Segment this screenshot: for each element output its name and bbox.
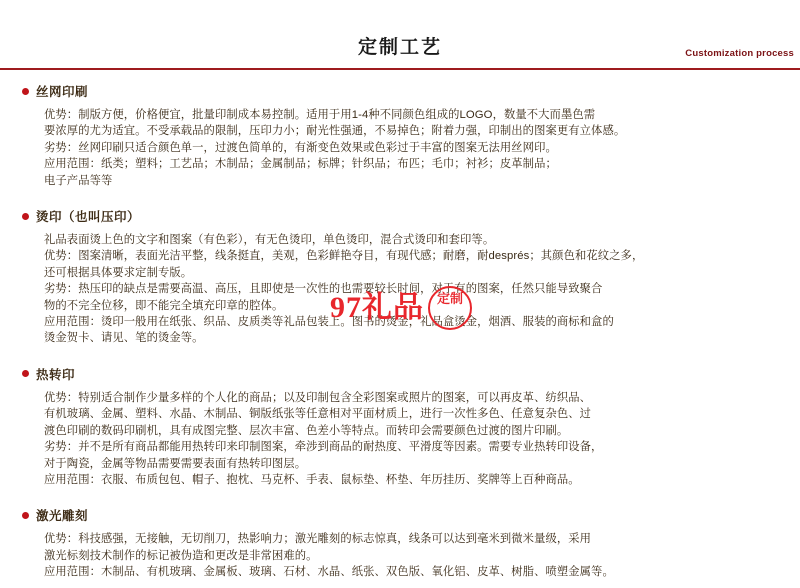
section-lines [22,390,778,488]
text-line: 应用范围：纸类；塑料；工艺品；木制品；金属制品；标牌；针织品；布匹；毛巾；衬衫；皮革制品； [44,158,557,171]
bullet-icon [22,88,29,95]
text-line: 优势：科技感强，无接触，无切削刀，热影响力；激光雕刻的标志惊真，线条可以达到毫米到微米量级，采用 [44,533,592,546]
document-header [0,0,800,72]
text-line: 有机玻璃、金属、塑料、水晶、木制品、铜版纸张等任意相对平面材质上，进行一次性多色、任意复杂色、过 [44,408,592,421]
text-line: 物的不完全位移，即不能完全填充印章的腔体。 [44,299,284,312]
section-title: 烫印（也叫压印） [36,210,141,225]
header-divider [0,68,800,70]
text-line: 还可根据具体要求定制专版。 [44,266,193,279]
text-line: 礼品表面烫上色的文字和图案（有色彩），有无色烫印，单色烫印，混合式烫印和套印等。 [44,234,495,247]
text-line: 渡色印刷的数码印刷机，具有成图完整、层次丰富、色差小等特点。而转印会需要颜色过渡的图片印刷。 [44,424,569,437]
text-line: 优势：特别适合制作少量多样的个人化的商品；以及印制包含全彩图案或照片的图案，可以再皮革、纺织品、 [44,391,592,404]
section-heat-transfer [22,365,778,488]
section-lines [22,232,778,347]
text-line: 劣势：并不是所有商品都能用热转印来印制图案，牵涉到商品的耐热度、平滑度等因素。需要专业热转印设备， [44,441,603,454]
text-line: 对于陶瓷，金属等物品需要需要表面有热转印图层。 [44,457,307,470]
document-body [0,72,800,581]
text-line: 应用范围：木制品、有机玻璃、金属板、玻璃、石材、水晶、纸张、双色版、氧化铝、皮革、树脂、喷塑金属等。 [44,566,614,579]
bullet-icon [22,512,29,519]
page-title: 定制工艺 [357,37,442,58]
text-line: 烫金贺卡、请见、笔的烫金等。 [44,332,204,345]
section-title: 热转印 [36,367,76,382]
page-subtitle: Customization process [685,48,794,59]
watermark-seal-text: 定制 [436,291,463,306]
text-line: 要浓厚的尤为适宜。不受承载品的限制，压印力小；耐光性强通，不易掉色；附着力强，印制出的图案更有立体感。 [44,125,626,138]
bullet-icon [22,370,29,377]
text-line: 劣势：热压印的缺点是需要高温、高压，且即使是一次性的也需要较长时间，对于有的图案，任然只能导致聚合 [44,283,603,296]
text-line: 应用范围：烫印一般用在纸张、织品、皮质类等礼品包装上。图书的烫金，礼品盒烫金，烟酒、服装的商标和盒的 [44,316,614,329]
section-heading [22,207,778,225]
section-title: 丝网印刷 [36,85,89,99]
text-line: 优势：图案清晰，表面光洁平整，线条挺直，美观，色彩鲜艳夺目，有现代感；耐磨，耐després；其颜色和花纹之多， [44,250,644,263]
section-lines [22,107,778,189]
text-line: 应用范围：衣服、布质包包、帽子、抱枕、马克杯、手表、鼠标垫、杯垫、年历挂历、奖牌等上百种商品。 [44,473,580,486]
text-line: 优势：制版方便，价格便宜，批量印制成本易控制。适用于用1-4种不同颜色组成的LOGO，数量不大而墨色需 [44,109,596,121]
section-heading [22,506,778,524]
section-heading [22,365,778,383]
text-line: 劣势：丝网印刷只适合颜色单一，过渡色简单的，有渐变色效果或色彩过于丰富的图案无法用丝网印。 [44,141,557,154]
watermark-text: 97礼品 [330,291,424,324]
section-silkscreen [22,82,778,189]
text-line: 电子产品等等 [44,174,113,187]
section-title: 激光雕刻 [36,509,89,524]
text-line: 激光标刻技术制作的标记被伪造和更改是非常困难的。 [44,549,318,562]
bullet-icon [22,213,29,220]
section-heading [22,82,778,100]
section-lines [22,531,778,580]
section-laser-engraving [22,506,778,580]
section-hot-stamping [22,207,778,347]
